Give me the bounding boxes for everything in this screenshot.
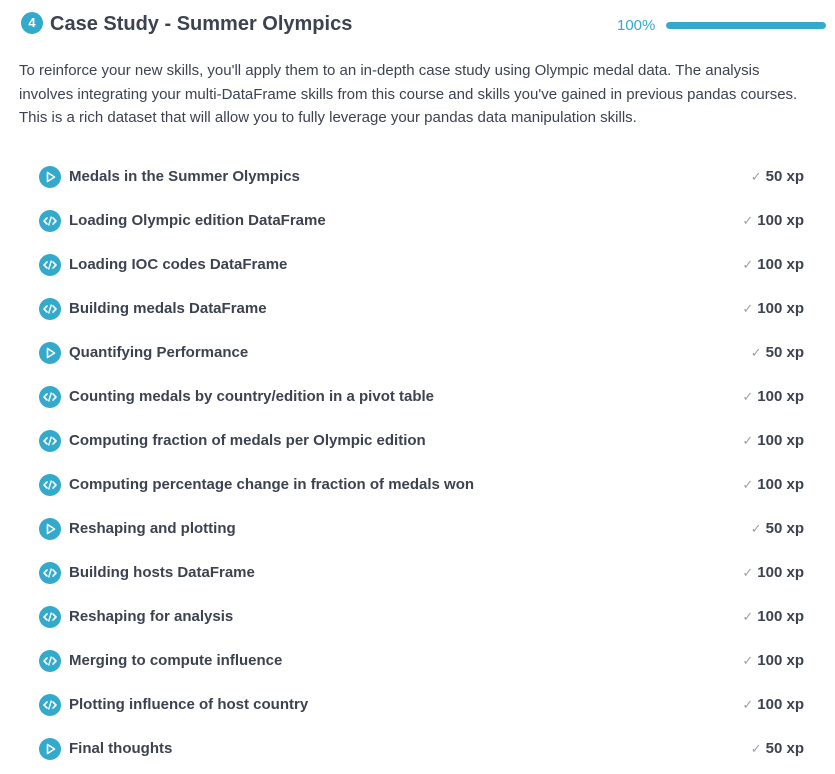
exercise-row[interactable] (37, 683, 807, 727)
xp-value: 100 xp (757, 432, 804, 449)
exercise-xp (751, 166, 804, 188)
progress-label: 100% (617, 17, 656, 34)
exercise-xp (742, 474, 804, 496)
code-icon (39, 474, 61, 496)
exercise-row[interactable] (37, 243, 807, 287)
code-icon (39, 562, 61, 584)
exercise-title[interactable]: Computing fraction of medals per Olympic edition (69, 432, 426, 449)
exercise-title[interactable]: Counting medals by country/edition in a pivot table (69, 388, 435, 405)
check-icon: ✓ (742, 213, 754, 228)
exercise-title[interactable]: Merging to compute influence (69, 652, 283, 669)
exercise-row[interactable] (37, 463, 807, 507)
chapter-header (21, 10, 826, 38)
xp-value: 50 xp (765, 168, 804, 185)
code-icon (39, 606, 61, 628)
exercise-title[interactable]: Reshaping and plotting (69, 520, 236, 537)
check-icon: ✓ (742, 257, 754, 272)
xp-value: 100 xp (757, 256, 804, 273)
xp-value: 100 xp (757, 476, 804, 493)
exercise-title[interactable]: Building hosts DataFrame (69, 564, 255, 581)
exercise-xp (742, 210, 804, 232)
xp-value: 50 xp (765, 740, 804, 757)
code-icon (39, 430, 61, 452)
progress-bar-fill (666, 22, 826, 29)
play-icon (39, 738, 61, 760)
exercise-title[interactable]: Plotting influence of host country (69, 696, 309, 713)
xp-value: 100 xp (757, 212, 804, 229)
exercise-list (37, 155, 807, 771)
chapter-number-badge: 4 (21, 12, 43, 34)
exercise-row[interactable] (37, 375, 807, 419)
check-icon: ✓ (742, 433, 754, 448)
xp-value: 50 xp (765, 344, 804, 361)
xp-value: 100 xp (757, 388, 804, 405)
exercise-row[interactable] (37, 639, 807, 683)
progress-bar (666, 22, 826, 29)
exercise-row[interactable] (37, 551, 807, 595)
xp-value: 100 xp (757, 652, 804, 669)
exercise-xp (742, 254, 804, 276)
check-icon: ✓ (742, 389, 754, 404)
exercise-title[interactable]: Quantifying Performance (69, 344, 249, 361)
exercise-xp (751, 342, 804, 364)
check-icon: ✓ (742, 653, 754, 668)
exercise-row[interactable] (37, 727, 807, 771)
exercise-xp (751, 738, 804, 760)
exercise-title[interactable]: Computing percentage change in fraction of medals won (69, 476, 475, 493)
xp-value: 50 xp (765, 520, 804, 537)
exercise-row[interactable] (37, 419, 807, 463)
exercise-xp (742, 430, 804, 452)
xp-value: 100 xp (757, 696, 804, 713)
check-icon: ✓ (742, 609, 754, 624)
exercise-row[interactable] (37, 155, 807, 199)
exercise-row[interactable] (37, 507, 807, 551)
exercise-xp (742, 650, 804, 672)
play-icon (39, 342, 61, 364)
exercise-title[interactable]: Building medals DataFrame (69, 300, 267, 317)
code-icon (39, 386, 61, 408)
exercise-xp (742, 298, 804, 320)
check-icon: ✓ (742, 477, 754, 492)
code-icon (39, 694, 61, 716)
chapter-title: Case Study - Summer Olympics (50, 13, 353, 35)
code-icon (39, 650, 61, 672)
code-icon (39, 254, 61, 276)
play-icon (39, 518, 61, 540)
exercise-title[interactable]: Loading IOC codes DataFrame (69, 256, 288, 273)
code-icon (39, 298, 61, 320)
play-icon (39, 166, 61, 188)
chapter-description: To reinforce your new skills, you'll apply them to an in-depth case study using Olympic medal data. The analysis involves integrating your multi-DataFrame skills from this course and skills you've gained in previous pandas courses. This is a rich dataset that will allow you to fully leverage your pandas data manipulation skills. (19, 62, 798, 126)
exercise-xp (742, 562, 804, 584)
xp-value: 100 xp (757, 564, 804, 581)
xp-value: 100 xp (757, 608, 804, 625)
exercise-title[interactable]: Reshaping for analysis (69, 608, 234, 625)
check-icon: ✓ (742, 697, 754, 712)
exercise-xp (751, 518, 804, 540)
check-icon: ✓ (750, 169, 762, 184)
exercise-row[interactable] (37, 595, 807, 639)
check-icon: ✓ (750, 521, 762, 536)
check-icon: ✓ (742, 301, 754, 316)
check-icon: ✓ (750, 741, 762, 756)
exercise-xp (742, 694, 804, 716)
exercise-title[interactable]: Loading Olympic edition DataFrame (69, 212, 326, 229)
xp-value: 100 xp (757, 300, 804, 317)
check-icon: ✓ (742, 565, 754, 580)
exercise-row[interactable] (37, 199, 807, 243)
exercise-row[interactable] (37, 331, 807, 375)
check-icon: ✓ (750, 345, 762, 360)
exercise-xp (742, 386, 804, 408)
exercise-xp (742, 606, 804, 628)
exercise-row[interactable] (37, 287, 807, 331)
exercise-title[interactable]: Medals in the Summer Olympics (69, 168, 300, 185)
exercise-title[interactable]: Final thoughts (69, 740, 173, 757)
code-icon (39, 210, 61, 232)
